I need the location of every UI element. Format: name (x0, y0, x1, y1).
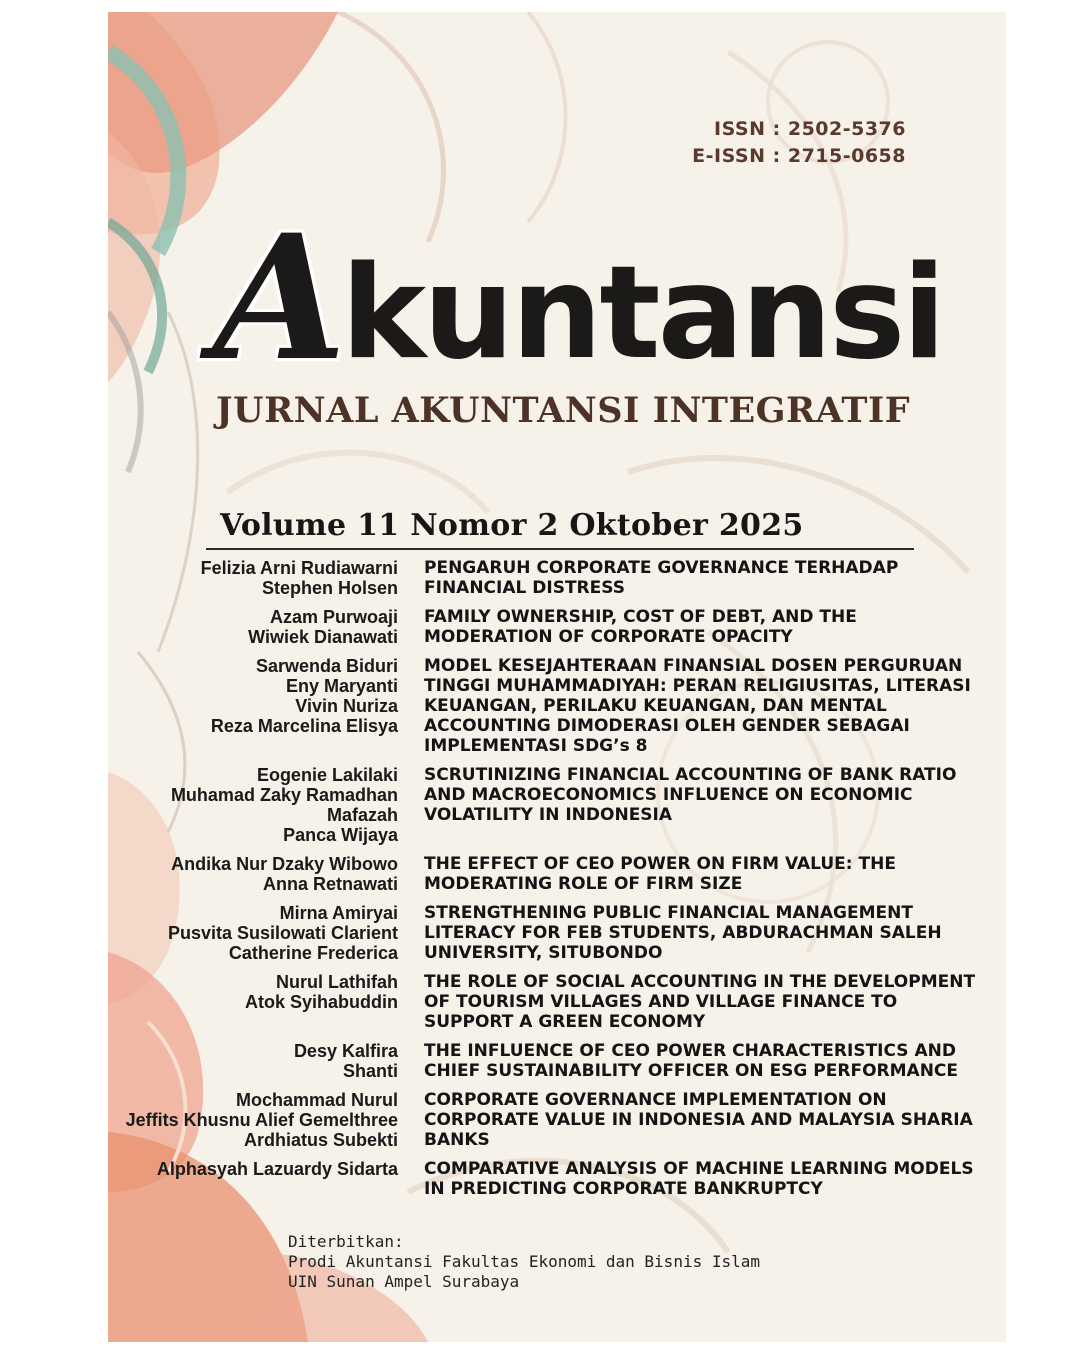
toc-author: Mafazah (326, 805, 398, 825)
toc-author: Nurul Lathifah (276, 972, 398, 992)
logo-wordmark: kuntansi (341, 239, 944, 388)
toc-authors (108, 903, 424, 963)
journal-subtitle: JURNAL AKUNTANSI INTEGRATIF (216, 390, 911, 431)
publisher-label: Diterbitkan: (288, 1232, 404, 1251)
toc-entry (108, 1159, 1006, 1199)
volume-issue-line: Volume 11 Nomor 2 Oktober 2025 (220, 508, 804, 543)
toc-entry (108, 972, 1006, 1032)
toc-author: Eny Maryanti (285, 676, 398, 696)
toc-authors (108, 765, 424, 845)
toc-entry (108, 607, 1006, 647)
toc-author: Desy Kalfira (293, 1041, 398, 1061)
toc-author: Ardhiatus Subekti (243, 1130, 398, 1150)
toc-authors (108, 1041, 424, 1081)
toc-author: Mochammad Nurul (235, 1090, 398, 1110)
issn-print: ISSN : 2502-5376 (714, 118, 906, 140)
toc-article-title: MODEL KESEJAHTERAAN FINANSIAL DOSEN PERGURUAN TINGGI MUHAMMADIYAH: PERAN RELIGIUSITAS, LITERASI KEUANGAN, PERILAKU KEUANGAN, DAN MENTAL ACCOUNTING DIMODERASI OLEH GENDER SEBAGAI IMPLEMENTASI SDG’s 8 (424, 656, 971, 756)
volume-divider (206, 548, 914, 550)
toc-author: Azam Purwoaji (269, 607, 398, 627)
toc-author: Sarwenda Biduri (255, 656, 398, 676)
toc-author: Reza Marcelina Elisya (210, 716, 398, 736)
publisher-line-1: Prodi Akuntansi Fakultas Ekonomi dan Bisnis Islam (288, 1252, 761, 1271)
toc-entry (108, 1041, 1006, 1081)
journal-cover (108, 12, 1006, 1342)
toc-author: Jeffits Khusnu Alief Gemelthree (125, 1110, 398, 1130)
toc-author: Catherine Frederica (228, 943, 398, 963)
table-of-contents (108, 558, 1006, 1208)
issn-block (692, 116, 906, 170)
toc-entry (108, 656, 1006, 756)
toc-article-title: PENGARUH CORPORATE GOVERNANCE TERHADAP FINANCIAL DISTRESS (424, 558, 899, 598)
toc-authors (108, 656, 424, 756)
toc-article-title: FAMILY OWNERSHIP, COST OF DEBT, AND THE MODERATION OF CORPORATE OPACITY (424, 607, 857, 647)
toc-author: Eogenie Lakilaki (256, 765, 398, 785)
toc-authors (108, 972, 424, 1032)
toc-authors (108, 854, 424, 894)
toc-article-title: COMPARATIVE ANALYSIS OF MACHINE LEARNING MODELS IN PREDICTING CORPORATE BANKRUPTCY (424, 1159, 974, 1199)
toc-author: Mirna Amiryai (279, 903, 398, 923)
toc-article-title: THE ROLE OF SOCIAL ACCOUNTING IN THE DEVELOPMENT OF TOURISM VILLAGES AND VILLAGE FINANCE TO SUPPORT A GREEN ECONOMY (424, 972, 976, 1032)
toc-article-title: SCRUTINIZING FINANCIAL ACCOUNTING OF BANK RATIO AND MACROECONOMICS INFLUENCE ON ECONOMIC VOLATILITY IN INDONESIA (424, 765, 957, 825)
toc-entry (108, 765, 1006, 845)
toc-article-title: STRENGTHENING PUBLIC FINANCIAL MANAGEMENT LITERACY FOR FEB STUDENTS, ABDURACHMAN SALEH UNIVERSITY, SITUBONDO (424, 903, 942, 963)
toc-author: Felizia Arni Rudiawarni (200, 558, 398, 578)
journal-logo (213, 196, 944, 402)
toc-article-title: THE INFLUENCE OF CEO POWER CHARACTERISTICS AND CHIEF SUSTAINABILITY OFFICER ON ESG PERFORMANCE (424, 1041, 959, 1081)
toc-article-title: THE EFFECT OF CEO POWER ON FIRM VALUE: THE MODERATING ROLE OF FIRM SIZE (424, 854, 896, 894)
toc-entry (108, 854, 1006, 894)
toc-authors (108, 558, 424, 598)
toc-authors (108, 607, 424, 647)
toc-author: Atok Syihabuddin (245, 992, 398, 1012)
toc-entry (108, 1090, 1006, 1150)
toc-author: Anna Retnawati (262, 874, 398, 894)
toc-author: Andika Nur Dzaky Wibowo (171, 854, 398, 874)
toc-authors (108, 1159, 424, 1199)
toc-author: Pusvita Susilowati Clarient (167, 923, 398, 943)
toc-article-title: CORPORATE GOVERNANCE IMPLEMENTATION ON CORPORATE VALUE IN INDONESIA AND MALAYSIA SHARIA BANKS (424, 1090, 973, 1150)
toc-author: Wiwiek Dianawati (248, 627, 398, 647)
toc-author: Alphasyah Lazuardy Sidarta (156, 1159, 398, 1179)
toc-entry (108, 558, 1006, 598)
issn-electronic: E-ISSN : 2715-0658 (692, 145, 906, 167)
toc-author: Shanti (342, 1061, 398, 1081)
publisher-line-2: UIN Sunan Ampel Surabaya (288, 1272, 520, 1291)
toc-author: Vivin Nuriza (295, 696, 398, 716)
publisher-block (288, 1232, 760, 1292)
toc-entry (108, 903, 1006, 963)
logo-initial: A (213, 196, 347, 399)
toc-author: Muhamad Zaky Ramadhan (170, 785, 398, 805)
toc-authors (108, 1090, 424, 1150)
toc-author: Stephen Holsen (261, 578, 398, 598)
toc-author: Panca Wijaya (283, 825, 398, 845)
